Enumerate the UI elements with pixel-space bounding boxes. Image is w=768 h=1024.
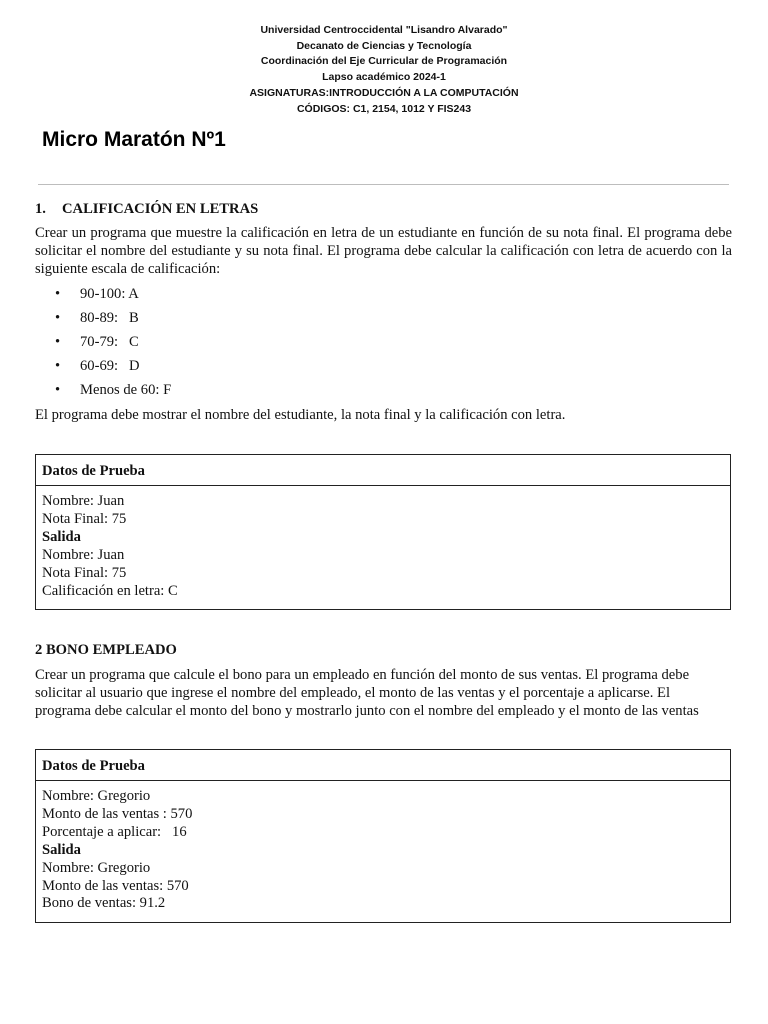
test-input-line: Monto de las ventas : 570: [42, 805, 193, 822]
list-item: [55, 284, 171, 308]
header-line-coordination: Coordinación del Eje Curricular de Programación: [260, 55, 508, 68]
grade-scale-list: [55, 284, 171, 404]
test-input-line: Nota Final: 75: [42, 510, 127, 527]
header-line-deanery: Decanato de Ciencias y Tecnología: [296, 39, 472, 52]
list-item: [55, 356, 171, 380]
section2-description-line: programa debe calcular el monto del bono y mostrarlo junto con el nombre del empleado y el monto de las ventas: [35, 703, 699, 719]
test-data-body: [36, 781, 730, 913]
test-input-line: Nombre: Gregorio: [42, 788, 151, 804]
test-output-line: Calificación en letra: C: [42, 582, 178, 599]
output-heading: Salida: [42, 841, 81, 858]
page-title: Micro Maratón Nº1: [42, 128, 226, 151]
scale-item-d: 60-69: D: [80, 358, 140, 375]
header-line-university: Universidad Centroccidental "Lisandro Alvarado": [260, 24, 508, 36]
section1-output-note: El programa debe mostrar el nombre del estudiante, la nota final y la calificación con letra.: [35, 407, 566, 423]
test-output-line: Nota Final: 75: [42, 564, 127, 581]
bullet-icon: •: [55, 310, 61, 327]
list-item: [55, 332, 171, 356]
institution-header: [0, 23, 768, 117]
list-item: [55, 308, 171, 332]
test-output-line: Nombre: Gregorio: [42, 859, 151, 876]
horizontal-divider: [38, 184, 729, 185]
output-heading: Salida: [42, 528, 81, 545]
test-data-box-1: [35, 454, 731, 610]
scale-item-f: Menos de 60: F: [80, 382, 172, 399]
header-line-subjects: ASIGNATURAS:INTRODUCCIÓN A LA COMPUTACIÓN: [249, 86, 519, 99]
bullet-icon: •: [55, 286, 61, 302]
test-input-line: Nombre: Juan: [42, 493, 125, 509]
header-line-codes: CÓDIGOS: C1, 2154, 1012 Y FIS243: [296, 102, 472, 115]
test-output-line: Bono de ventas: 91.2: [42, 895, 166, 912]
bullet-icon: •: [55, 358, 61, 375]
test-data-heading: Datos de Prueba: [36, 750, 730, 781]
scale-item-c: 70-79: C: [80, 334, 139, 351]
bullet-icon: •: [55, 334, 61, 351]
header-line-term: Lapso académico 2024-1: [322, 71, 446, 84]
section2-description: [35, 666, 735, 720]
test-input-line: Porcentaje a aplicar: 16: [42, 823, 187, 840]
section1-description: Crear un programa que muestre la calificación en letra de un estudiante en función de su nota final. El programa debe solicitar el nombre del estudiante y su nota final. El programa debe calcular la calificación con letra de acuerdo con la siguiente escala de calificación:: [35, 225, 732, 277]
test-data-body: [36, 486, 730, 600]
section2-description-line: Crear un programa que calcule el bono para un empleado en función del monto de sus ventas. El programa debe: [35, 667, 690, 683]
test-data-heading: Datos de Prueba: [36, 455, 730, 486]
section2-description-line: solicitar al usuario que ingrese el nombre del empleado, el monto de las ventas y el porcentaje a aplicarse. El: [35, 685, 670, 701]
section1-number: 1.: [35, 201, 46, 217]
section2-heading: 2 BONO EMPLEADO: [35, 642, 177, 658]
test-output-line: Nombre: Juan: [42, 546, 125, 563]
test-output-line: Monto de las ventas: 570: [42, 877, 189, 894]
scale-item-a: 90-100: A: [80, 286, 139, 302]
section1-title: CALIFICACIÓN EN LETRAS: [62, 201, 259, 217]
list-item: [55, 380, 171, 404]
section1-heading: [35, 200, 258, 218]
bullet-icon: •: [55, 382, 61, 399]
test-data-box-2: [35, 749, 731, 923]
scale-item-b: 80-89: B: [80, 310, 139, 327]
